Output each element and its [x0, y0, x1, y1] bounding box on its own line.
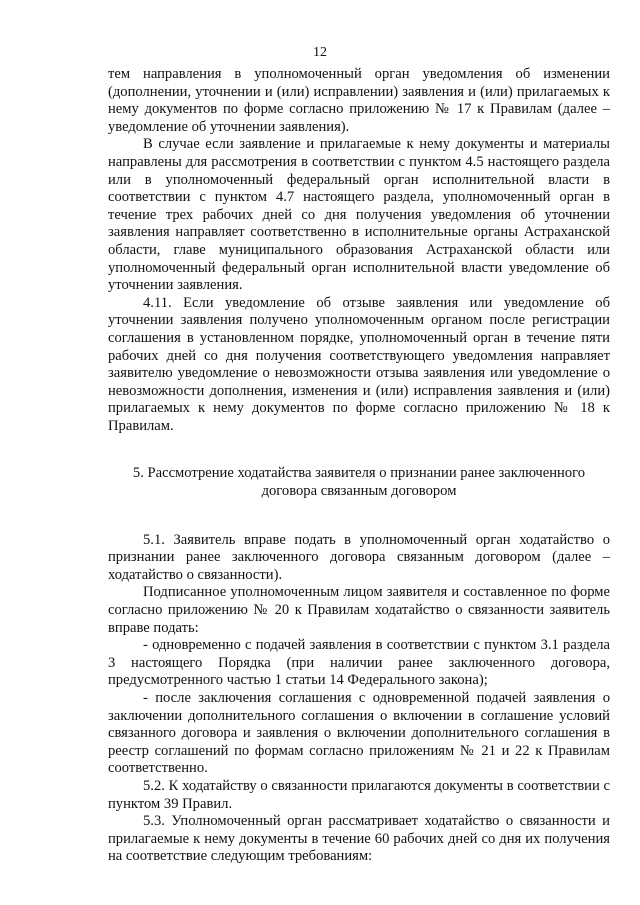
list-item-simultaneous: - одновременно с подачей заявления в соответствии с пунктом 3.1 раздела 3 настоящего Порядка (при наличии ранее заключенного договора, предусмотренного частью 1 статьи 14 Федерального закона);	[108, 637, 610, 689]
paragraph-petition-submission: Подписанное уполномоченным лицом заявителя и составленное по форме согласно приложению № 20 к Правилам ходатайство о связанности заявитель вправе подать:	[108, 584, 610, 636]
paragraph-clarification-forwarding: В случае если заявление и прилагаемые к нему документы и материалы направлены для рассмотрения в соответствии с пунктом 4.5 настоящего раздела или в уполномоченный федеральный орган исполнительной власти в соответствии с пунктом 4.7 настоящего раздела, уполномоченный орган в течение трех рабочих дней со дня получения уведомления об уточнении заявления направляет соответственно в исполнительные органы Астраханской области, главе муниципального образования Астраханской области или уполномоченный федеральный орган исполнительной власти уведомление об уточнении заявления.	[108, 136, 610, 294]
list-item-after-agreement: - после заключения соглашения с одновременной подачей заявления о заключении дополнительного соглашения о включении в соглашение условий связанного договора и заявления о включении дополнительного соглашения в реестр соглашений по формам согласно приложениям № 21 и 22 к Правилам соответственно.	[108, 690, 610, 777]
paragraph-4-11: 4.11. Если уведомление об отзыве заявления или уведомление об уточнении заявления получено уполномоченным органом после регистрации соглашения в установленном порядке, уполномоченный орган в течение пяти рабочих дней со дня получения соответствующего уведомления направляет заявителю уведомление о невозможности отзыва заявления или уведомление о невозможности дополнения, изменения и (или) исправления заявления и (или) прилагаемых к нему документов по форме согласно приложению № 18 к Правилам.	[108, 294, 610, 434]
paragraph-5-1: 5.1. Заявитель вправе подать в уполномоченный орган ходатайство о признании ранее заключенного договора связанным договором (далее – ходатайство о связанности).	[108, 531, 610, 583]
paragraph-continuation: тем направления в уполномоченный орган уведомления об изменении (дополнении, уточнении и (или) исправлении) заявления и (или) прилагаемых к нему документов по форме согласно приложению № 17 к Правилам (далее – уведомление об уточнении заявления).	[108, 66, 610, 135]
section-5-heading: 5. Рассмотрение ходатайства заявителя о признании ранее заключенного договора связанным договором	[132, 465, 586, 500]
page-number: 12	[313, 45, 327, 60]
document-body	[108, 66, 610, 866]
paragraph-5-3: 5.3. Уполномоченный орган рассматривает ходатайство о связанности и прилагаемые к нему документы в течение 60 рабочих дней со дня их получения на соответствие следующим требованиям:	[108, 813, 610, 865]
paragraph-5-2: 5.2. К ходатайству о связанности прилагаются документы в соответствии с пунктом 39 Правил.	[108, 777, 610, 812]
